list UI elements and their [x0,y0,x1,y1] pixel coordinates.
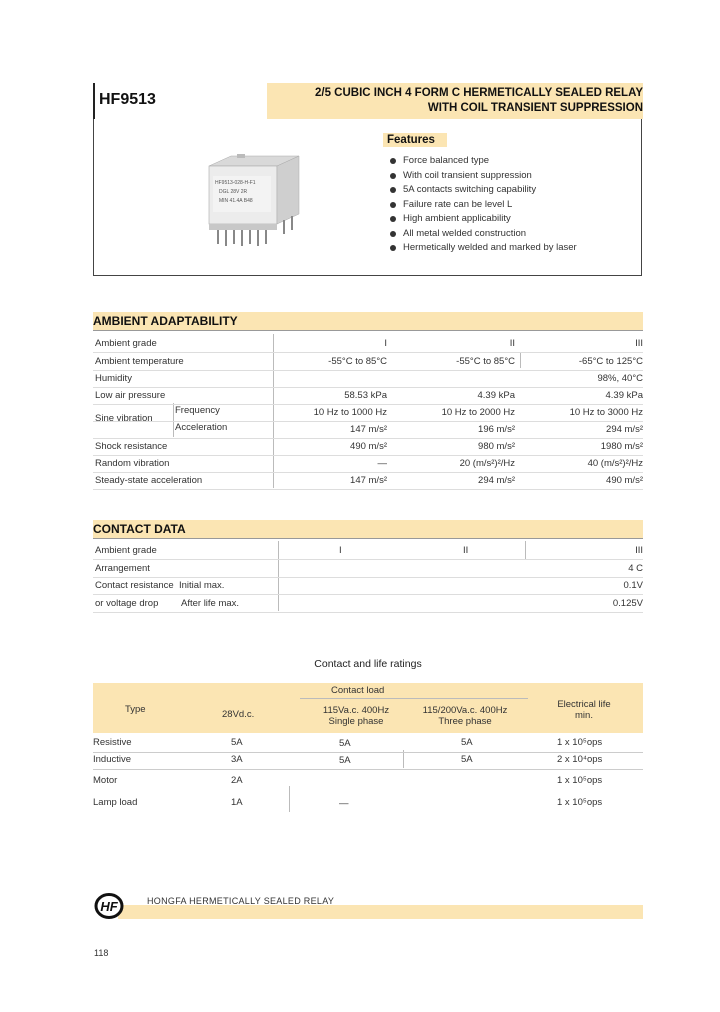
ambient-sublabel: Frequency [175,405,220,416]
contact-grade3: 0.1V [623,580,643,591]
bullet-icon [390,187,396,193]
feature-item: Failure rate can be level L [390,198,577,213]
rating-life: 1 x 10⁵ops [557,737,603,748]
rating-single: 5A [339,755,351,766]
ambient-sublabel: Acceleration [175,422,228,433]
model-number: HF9513 [99,91,156,108]
rating-row [93,772,643,790]
ambient-grade1: — [377,458,387,469]
feature-item: High ambient applicability [390,212,577,227]
ambient-grade3: 1980 m/s² [600,441,643,452]
bullet-icon [390,245,396,251]
footer-company: HONGFA HERMETICALLY SEALED RELAY [147,896,335,906]
rating-life: 1 x 10⁵ops [557,775,603,786]
rating-dc: 5A [231,737,243,748]
ambient-grade1: 58.53 kPa [344,390,387,401]
ambient-label: Shock resistance [95,441,168,452]
bullet-icon [390,158,396,164]
contact-grade2: II [463,545,469,556]
contact-label: Contact resistance [95,580,174,591]
ambient-label: Low air pressure [95,390,166,401]
ambient-grade1: 147 m/s² [350,475,387,486]
ambient-label: Random vibration [95,458,170,469]
contact-grade3: 0.125V [612,598,643,609]
ambient-grade3: -65°C to 125°C [578,356,643,367]
hongfa-logo-icon [94,893,124,919]
features-heading: Features [383,133,447,147]
product-title-line1: 2/5 CUBIC INCH 4 FORM C HERMETICALLY SEALED RELAY [314,87,643,99]
contact-grade3: 4 C [628,563,643,574]
rating-three: 5A [461,737,473,748]
rating-single: — [339,798,349,809]
ambient-grade2: 294 m/s² [478,475,515,486]
contact-grade1: I [339,545,342,556]
ambient-grade3: 490 m/s² [606,475,643,486]
bullet-icon [390,202,396,208]
rating-dc: 2A [231,775,243,786]
ambient-grade2: II [509,338,515,349]
ambient-grade3: 294 m/s² [606,424,643,435]
relay-label-line2: DGL 28V 2R [219,189,248,195]
feature-item: 5A contacts switching capability [390,183,577,198]
rating-dc: 3A [231,754,243,765]
contact-row [93,541,643,560]
contact-grade3: III [635,545,643,556]
contact-label: Ambient grade [95,545,157,556]
rating-type: Inductive [93,754,132,765]
rating-dc: 1A [231,797,243,808]
ambient-grade2: 4.39 kPa [477,390,515,401]
contact-load-rule [300,698,528,699]
ambient-heading: AMBIENT ADAPTABILITY [93,314,238,328]
col-type: Type [125,704,146,715]
ambient-label: Ambient grade [95,338,157,349]
logo-text: HF [100,899,118,914]
rating-type: Motor [93,775,118,786]
contact-row [93,576,643,595]
ambient-grade2: -55°C to 85°C [456,356,515,367]
feature-item: Hermetically welded and marked by laser [390,241,577,256]
feature-item: With coil transient suppression [390,169,577,184]
ambient-row [93,334,643,353]
rating-life: 2 x 10⁴ops [557,754,603,765]
ambient-grade3: 10 Hz to 3000 Hz [569,407,643,418]
ambient-grade1: -55°C to 85°C [328,356,387,367]
contact-sublabel: After life max. [181,598,240,609]
relay-label-line3: MIN 41.4A B48 [219,198,253,204]
ambient-grade2: 196 m/s² [478,424,515,435]
rating-three: 5A [461,754,473,765]
ambient-grade2: 10 Hz to 2000 Hz [441,407,515,418]
bullet-icon [390,173,396,179]
ambient-grade3: 4.39 kPa [605,390,643,401]
feature-item: Force balanced type [390,154,577,169]
ambient-grade2: 20 (m/s²)²/Hz [459,458,515,469]
col-life: Electrical life min. [557,699,611,721]
ambient-label: Steady-state acceleration [95,475,203,486]
col-contact-load: Contact load [331,685,385,696]
ambient-grade3: 40 (m/s²)²/Hz [587,458,643,469]
ambient-label: Humidity [95,373,132,384]
col-three: 115/200Va.c. 400Hz Three phase [422,705,508,727]
contact-row [93,594,643,613]
relay-photo [195,152,305,252]
rating-type: Lamp load [93,797,138,808]
contact-label: or voltage drop [95,598,159,609]
ambient-row [93,471,643,490]
ambient-grade3: 98%, 40°C [597,373,643,384]
ambient-section-header [93,312,643,331]
ambient-grade1: 10 Hz to 1000 Hz [313,407,387,418]
rating-type: Resistive [93,737,132,748]
bullet-icon [390,216,396,222]
ambient-grade3: III [635,338,643,349]
product-title-line2: WITH COIL TRANSIENT SUPPRESSION [427,102,643,114]
rating-single: 5A [339,738,351,749]
rating-row [93,794,643,812]
contact-sublabel: Initial max. [179,580,225,591]
page-number: 118 [94,948,109,958]
ambient-label: Ambient temperature [95,356,184,367]
bullet-icon [390,231,396,237]
col-single: 115Va.c. 400Hz Single phase [322,705,390,727]
rating-row [93,751,643,770]
contact-heading: CONTACT DATA [93,522,186,536]
feature-item: All metal welded construction [390,227,577,242]
ambient-grade1: 147 m/s² [350,424,387,435]
col-dc: 28Vd.c. [222,709,255,720]
ratings-caption: Contact and life ratings [314,658,422,670]
ambient-grade1: I [384,338,387,349]
rating-life: 1 x 10⁵ops [557,797,603,808]
ambient-grade1: 490 m/s² [350,441,387,452]
ambient-label: Sine vibration [95,413,153,424]
footer-band [118,905,643,919]
relay-label-line1: HF9513-028-H-F1 [215,180,256,186]
contact-section-header [93,520,643,539]
contact-label: Arrangement [95,563,150,574]
ambient-grade2: 980 m/s² [478,441,515,452]
features-list [390,154,577,256]
